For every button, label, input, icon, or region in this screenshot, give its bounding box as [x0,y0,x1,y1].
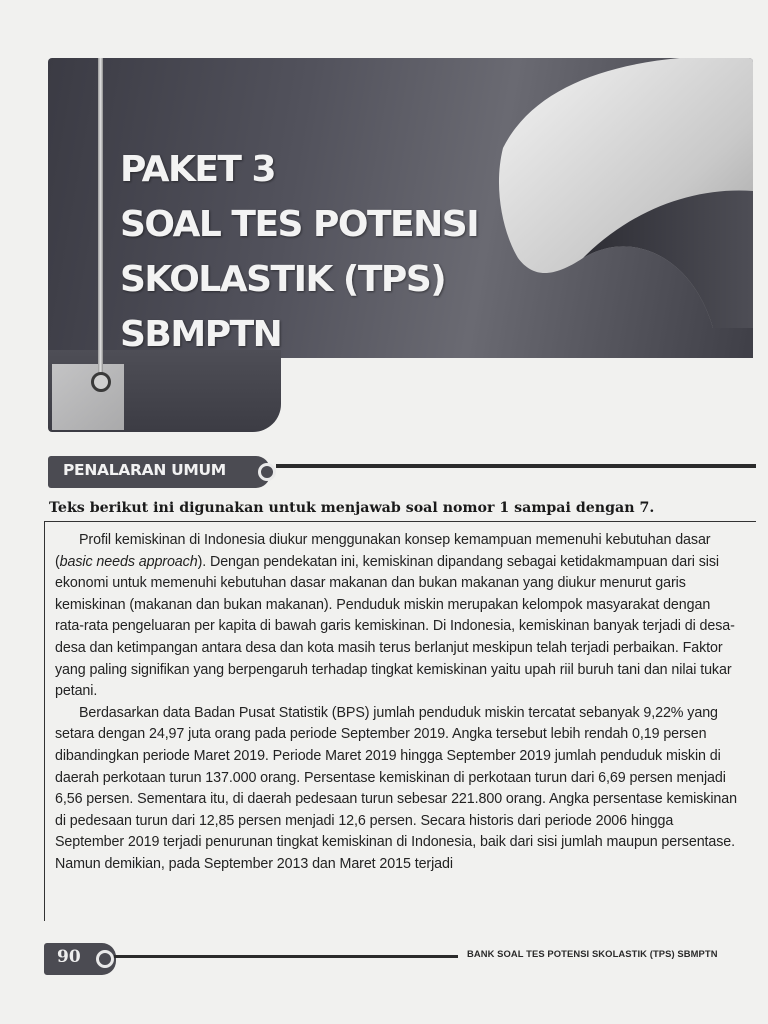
p2-text: Berdasarkan data Badan Pusat Statistik (BPS) jumlah penduduk miskin tercatat sebanyak 9,22% yang setara dengan 24,97 juta orang pada periode September 2019. Angka tersebut lebih rendah 0,19 persen dibandingkan periode Maret 2019. Periode Maret 2019 hingga September 2019 jumlah penduduk miskin di daerah perkotaan turun 137.000 orang. Persentase kemiskinan di perkotaan turun dari 6,69 persen menjadi 6,56 persen. Sementara itu, di daerah pedesaan turun sebesar 221.800 orang. Angka persentase kemiskinan di pedesaan turun dari 12,85 persen menjadi 12,6 persen. Secara historis dari periode 2006 hingga September 2019 terjadi penurunan tingkat kemiskinan di Indonesia, baik dari sisi jumlah maupun persentase. Namun demikian, pada September 2013 dan Maret 2015 terjadi [55,704,737,872]
banner-rod-knob [91,372,111,392]
passage-paragraph-2 [55,703,738,876]
p1-text-end: ). Dengan pendekatan ini, kemiskinan dipandang sebagai ketidakmampuan dari sisi ekonomi untuk memenuhi kebutuhan dasar makanan dan bukan makanan yang diukur menurut garis kemiskinan (makanan dan bukan makanan). Penduduk miskin merupakan kelompok masyarakat dengan rata-rata pengeluaran per kapita di bawah garis kemiskinan. Di Indonesia, kemiskinan banyak terjadi di desa-desa dan ketimpangan antara desa dan kota masih terus berlanjut meskipun telah terjadi perbaikan. Faktor yang paling signifikan yang berpengaruh terhadap tingkat kemiskinan yaitu upah riil buruh tani dan nilai tukar petani. [55,553,735,700]
passage-paragraph-1 [55,530,738,703]
section-knob [258,463,276,481]
p1-emphasis: basic needs approach [59,553,198,570]
title-line-2: SOAL TES POTENSI [120,204,479,245]
title-line-4: SBMPTN [120,314,282,355]
banner-tab-highlight [52,364,124,430]
section-title: PENALARAN UMUM [63,461,226,479]
page-number: 90 [57,947,81,967]
title-line-3: SKOLASTIK (TPS) [120,259,446,300]
page-curl-decoration [463,58,753,328]
footer-divider [114,955,458,958]
page-knob [96,950,114,968]
section-divider [276,464,756,468]
p1-text-start: Profil kemiskinan di Indonesia diukur menggunakan konsep kemampuan memenuhi kebutuhan dasar ( [55,532,711,570]
question-instruction: Teks berikut ini digunakan untuk menjawab soal nomor 1 sampai dengan 7. [49,500,655,516]
banner-rod [98,58,103,380]
footer-book-title: BANK SOAL TES POTENSI SKOLASTIK (TPS) SBMPTN [467,948,718,959]
reading-passage [44,521,756,921]
chapter-title [120,142,478,362]
title-line-1: PAKET 3 [120,149,276,190]
